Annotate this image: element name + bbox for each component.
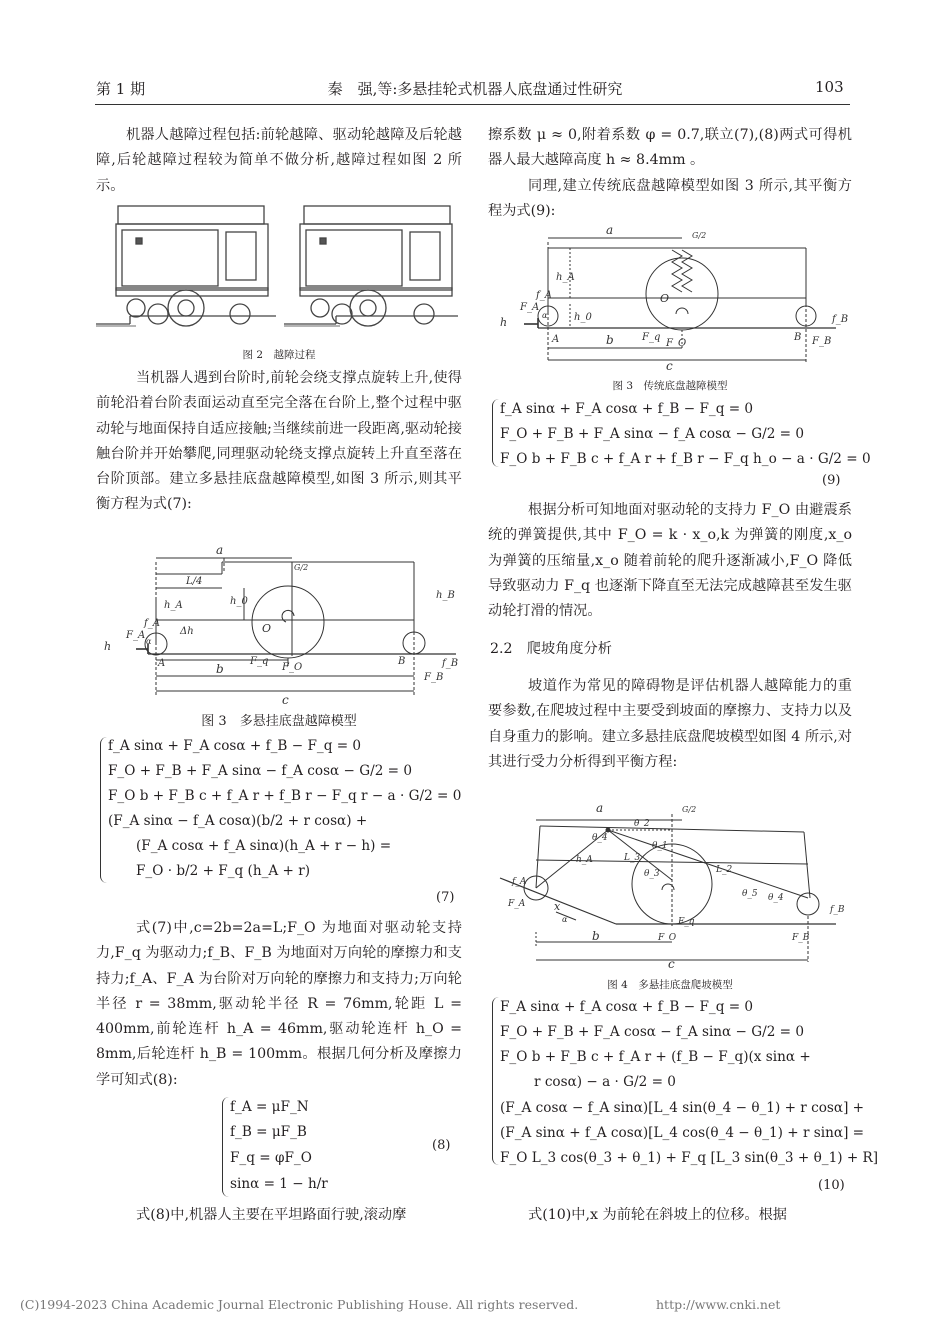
trad-label-fa-force: F_A	[520, 302, 540, 313]
figure-3-traditional-model	[496, 222, 849, 373]
label-fa: f_A	[144, 618, 160, 629]
slope-label-l2: L_2	[716, 865, 733, 875]
label-hb: h_B	[436, 590, 455, 601]
slope-label-b: b	[592, 929, 600, 943]
label-fq: F_q	[250, 656, 269, 667]
footer-url[interactable]: http://www.cnki.net	[656, 1297, 781, 1312]
equation-10-brace	[492, 997, 499, 1165]
figure-4-caption: 图 4 多悬挂底盘爬坡模型	[607, 979, 733, 991]
label-fb-force: F_B	[424, 672, 444, 683]
slope-label-l4: h_A	[576, 855, 593, 865]
eq10-line-2: F_O + F_B + F_A cosα − f_A sinα − G/2 = 0	[500, 1024, 805, 1040]
eq8-number: (8)	[432, 1138, 451, 1153]
eq7-line-2: F_O + F_B + F_A sinα − f_A cosα − G/2 = 0	[108, 763, 413, 779]
figure-3-multi-suspension-model	[96, 543, 466, 707]
slope-label-theta5: θ_5	[742, 889, 758, 899]
figure-3-caption: 图 3 多悬挂底盘越障模型	[201, 714, 357, 729]
trad-label-c: c	[666, 359, 673, 373]
left-paragraph-4: 式(8)中,机器人主要在平坦路面行驶,滚动摩	[136, 1207, 407, 1223]
eq10-line-3: F_O b + F_B c + f_A r + (f_B − F_q)(x sinα +	[500, 1049, 811, 1065]
eq9-number: (9)	[822, 473, 841, 488]
label-h0: h_0	[230, 596, 248, 607]
trad-label-ha: h_A	[556, 272, 575, 283]
label-a-point: A	[158, 658, 166, 669]
label-fb: f_B	[442, 658, 459, 669]
label-b-point: B	[398, 656, 406, 667]
slope-label-x: x	[554, 900, 561, 913]
trad-label-a-point: A	[552, 334, 560, 345]
eq7-line-6: F_O · b/2 + F_q (h_A + r)	[136, 863, 311, 879]
slope-label-alpha: α	[562, 915, 568, 924]
slope-label-theta2: θ_2	[634, 819, 650, 829]
left-paragraph-1: 机器人越障过程包括:前轮越障、驱动轮越障及后轮越障,后轮越障过程较为简单不做分析,越障过程如图 2 所示。	[96, 127, 462, 194]
equation-7-brace	[100, 737, 107, 883]
slope-label-fa-force: F_A	[508, 899, 526, 909]
slope-rear-wheel	[797, 893, 819, 915]
eq10-line-7: F_O L_3 cos(θ_3 + θ_1) + F_q [L_3 sin(θ_3 + θ_1) + R]	[500, 1150, 879, 1166]
slope-label-l3: L_3	[624, 853, 641, 863]
section-2-2-heading: 2.2 爬坡角度分析	[490, 641, 612, 657]
trad-label-fq: F_q	[642, 332, 661, 343]
eq7-line-5: (F_A cosα + f_A sinα)(h_A + r − h) =	[136, 838, 392, 854]
right-paragraph-1: 擦系数 μ ≈ 0,附着系数 φ = 0.7,联立(7),(8)两式可得机器人最大越障高度 h ≈ 8.4mm 。	[488, 127, 852, 169]
trad-label-h: h	[500, 316, 508, 329]
equation-9-brace	[492, 399, 499, 467]
label-o: O	[262, 622, 272, 635]
page-number: 103	[815, 78, 844, 96]
label-fo: F_O	[282, 662, 303, 673]
eq8-line-1: f_A = μF_N	[230, 1099, 309, 1115]
eq7-line-4: (F_A sinα − f_A cosα)(b/2 + r cosα) +	[108, 813, 368, 829]
eq8-line-3: F_q = φF_O	[230, 1150, 312, 1166]
trad-label-ho: h_0	[574, 312, 592, 323]
slope-label-fa: f_A	[512, 877, 527, 887]
trad-label-fo: F_O	[666, 338, 687, 349]
label-g2: G/2	[294, 563, 309, 572]
label-alpha: α	[146, 637, 152, 646]
eq10-line-6: (F_A sinα + f_A cosα)[L_4 cos(θ_4 − θ_1) + r sinα] =	[500, 1125, 865, 1141]
trad-label-alpha: α	[542, 311, 548, 320]
eq10-number: (10)	[818, 1178, 845, 1193]
label-l4: L/4	[186, 576, 203, 587]
label-dh: Δh	[180, 626, 194, 637]
slope-label-fb: F_B	[792, 933, 810, 943]
eq9-line-1: f_A sinα + F_A cosα + f_B − F_q = 0	[500, 401, 754, 417]
right-paragraph-2: 同理,建立传统底盘越障模型如图 3 所示,其平衡方程为式(9):	[488, 178, 852, 220]
trad-label-o: O	[660, 292, 670, 305]
eq7-number: (7)	[436, 890, 455, 905]
eq10-line-1: F_A sinα + f_A cosα + f_B − F_q = 0	[500, 999, 754, 1015]
label-ha: h_A	[164, 600, 183, 611]
slope-label-fo: F_O	[658, 933, 677, 943]
eq7-line-3: F_O b + F_B c + f_A r + f_B r − F_q r − a · G/2 = 0	[108, 788, 462, 804]
header-rule	[95, 104, 850, 105]
robot-top-frame	[118, 206, 264, 224]
left-paragraph-3: 式(7)中,c=2b=2a=L;F_O 为地面对驱动轮支持力,F_q 为驱动力;f_B、F_B 为地面对万向轮的摩擦力和支持力;f_A、F_A 为台阶对万向轮的摩擦力和支持力;万向轮半径 r = 38mm,驱动轮半径 R = 76mm,轮距 L = 400mm,前轮连杆 h_A = 46mm,驱动轮连杆 h_O = 8mm,后轮连杆 h_B = 100mm。根据几何分析及摩擦力学可知式(8):	[96, 920, 462, 1088]
right-paragraph-4: 坡道作为常见的障碍物是评估机器人越障能力的重要参数,在爬坡过程中主要受到坡面的摩擦力、支持力以及自身重力的影响。建立多悬挂底盘爬坡模型如图 4 所示,对其进行受力分析得到平衡方程:	[488, 678, 852, 770]
trad-label-fb-friction: f_B	[832, 314, 849, 325]
trad-label-b: b	[606, 333, 614, 347]
label-b: b	[216, 662, 224, 676]
figure-4-slope-model	[496, 800, 846, 971]
label-h: h	[104, 640, 112, 653]
slope-label-g2: G/2	[682, 805, 697, 814]
issue-number: 第 1 期	[96, 80, 146, 98]
eq9-line-2: F_O + F_B + F_A sinα − f_A cosα − G/2 = 0	[500, 426, 805, 442]
label-c: c	[282, 693, 289, 707]
label-fa-force: F_A	[126, 630, 146, 641]
right-paragraph-5: 式(10)中,x 为前轮在斜坡上的位移。根据	[528, 1207, 787, 1223]
trad-label-g2: G/2	[692, 231, 707, 240]
right-paragraph-3: 根据分析可知地面对驱动轮的支持力 F_O 由避震系统的弹簧提供,其中 F_O = k · x_o,k 为弹簧的刚度,x_o 为弹簧的压缩量,x_o 随着前轮的爬升逐渐减小,F_O 降低导致驱动力 F_q 也逐渐下降直至无法完成越障甚至发生驱动轮打滑的情况。	[488, 502, 852, 620]
slope-label-fq: F_q	[678, 917, 695, 927]
left-paragraph-2: 当机器人遇到台阶时,前轮会绕支撑点旋转上升,使得前轮沿着台阶表面运动直至完全落在台阶上,整个过程中驱动轮与地面保持自适应接触;当继续前进一段距离,驱动轮接触台阶并开始攀爬,同理驱动轮绕支撑点旋转上升直至落在台阶顶部。建立多悬挂底盘越障模型,如图 3 所示,则其平衡方程为式(7):	[96, 370, 462, 513]
eq9-line-3: F_O b + F_B c + f_A r + f_B r − F_q h_o − a · G/2 = 0	[500, 451, 871, 467]
trad-label-fb: F_B	[812, 336, 832, 347]
figure-2-obstacle-process	[96, 202, 466, 340]
eq8-line-2: f_B = μF_B	[230, 1124, 307, 1140]
eq10-line-4: r cosα) − a · G/2 = 0	[534, 1074, 676, 1090]
label-a: a	[216, 543, 224, 557]
running-title: 秦 强,等:多悬挂轮式机器人底盘通过性研究	[327, 80, 623, 98]
slope-label-theta3: θ_3	[644, 869, 660, 879]
figure-2-caption: 图 2 越障过程	[242, 349, 316, 361]
slope-label-a: a	[596, 801, 604, 815]
trad-drive-wheel	[646, 258, 718, 330]
trad-label-b-point: B	[794, 332, 802, 343]
footer-copyright: (C)1994-2023 China Academic Journal Electronic Publishing House. All rights reserved.	[20, 1297, 579, 1312]
slope-label-fb-friction: f_B	[830, 905, 845, 915]
eq7-line-1: f_A sinα + F_A cosα + f_B − F_q = 0	[108, 738, 362, 754]
eq8-line-4: sinα = 1 − h/r	[230, 1176, 328, 1192]
slope-label-c: c	[668, 957, 675, 971]
slope-label-theta1: θ_1	[652, 841, 668, 851]
slope-label-theta4: θ_4	[592, 833, 608, 843]
trad-label-fa: f_A	[536, 290, 552, 301]
trad-label-a: a	[606, 223, 614, 237]
slope-label-theta4b: θ_4	[768, 893, 784, 903]
equation-8-brace	[222, 1097, 229, 1197]
figure-3b-caption: 图 3 传统底盘越障模型	[612, 380, 728, 392]
eq10-line-5: (F_A cosα − f_A sinα)[L_4 sin(θ_4 − θ_1) + r cosα] +	[500, 1100, 865, 1116]
